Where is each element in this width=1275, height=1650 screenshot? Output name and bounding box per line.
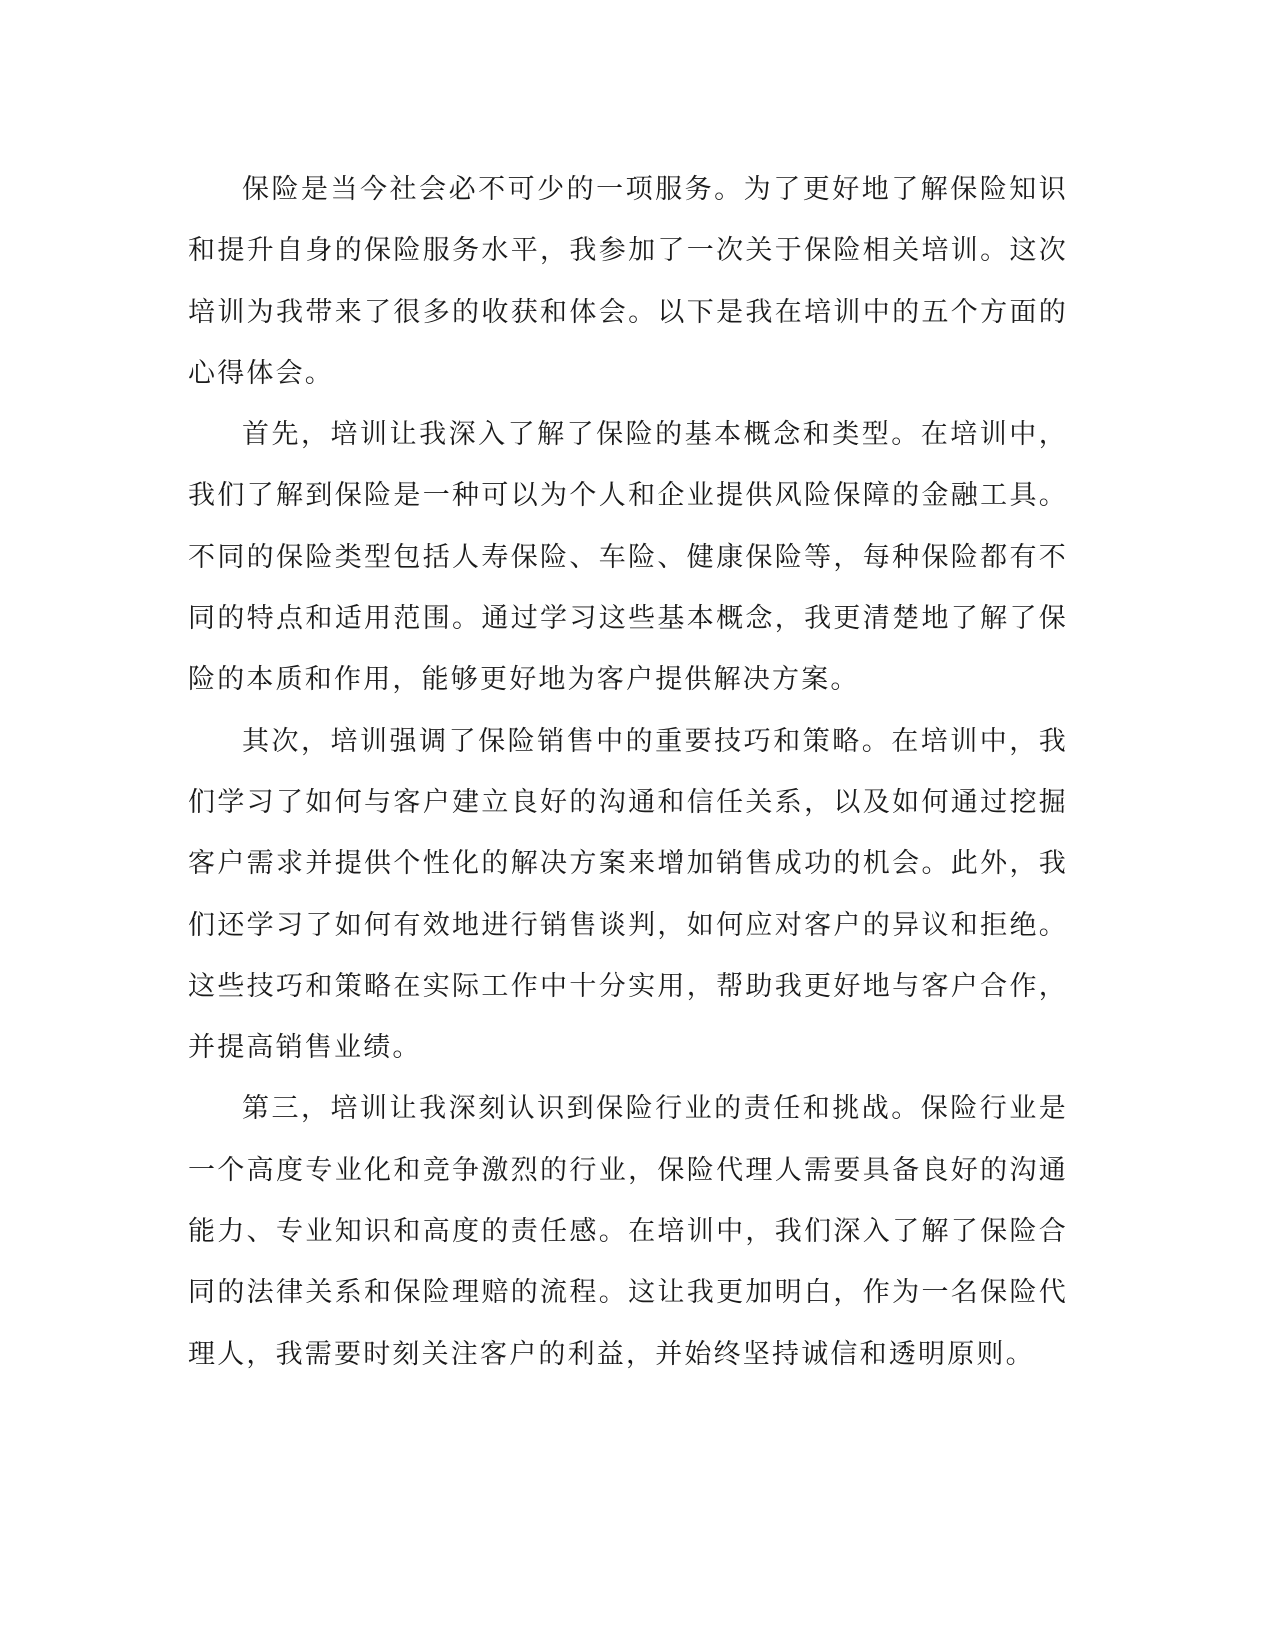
paragraph-second: 其次，培训强调了保险销售中的重要技巧和策略。在培训中，我们学习了如何与客户建立良好的沟通和信任关系，以及如何通过挖掘客户需求并提供个性化的解决方案来增加销售成功的机会。此外，我们还学习了如何有效地进行销售谈判，如何应对客户的异议和拒绝。这些技巧和策略在实际工作中十分实用，帮助我更好地与客户合作，并提高销售业绩。 [188,725,1068,1064]
document-body [188,159,1068,1385]
paragraph-third: 第三，培训让我深刻认识到保险行业的责任和挑战。保险行业是一个高度专业化和竞争激烈的行业，保险代理人需要具备良好的沟通能力、专业知识和高度的责任感。在培训中，我们深入了解了保险合同的法律关系和保险理赔的流程。这让我更加明白，作为一名保险代理人，我需要时刻关注客户的利益，并始终坚持诚信和透明原则。 [188,1093,1068,1370]
paragraph-first: 首先，培训让我深入了解了保险的基本概念和类型。在培训中，我们了解到保险是一种可以为个人和企业提供风险保障的金融工具。不同的保险类型包括人寿保险、车险、健康保险等，每种保险都有不同的特点和适用范围。通过学习这些基本概念，我更清楚地了解了保险的本质和作用，能够更好地为客户提供解决方案。 [188,419,1068,696]
paragraph-intro: 保险是当今社会必不可少的一项服务。为了更好地了解保险知识和提升自身的保险服务水平，我参加了一次关于保险相关培训。这次培训为我带来了很多的收获和体会。以下是我在培训中的五个方面的心得体会。 [188,174,1068,389]
